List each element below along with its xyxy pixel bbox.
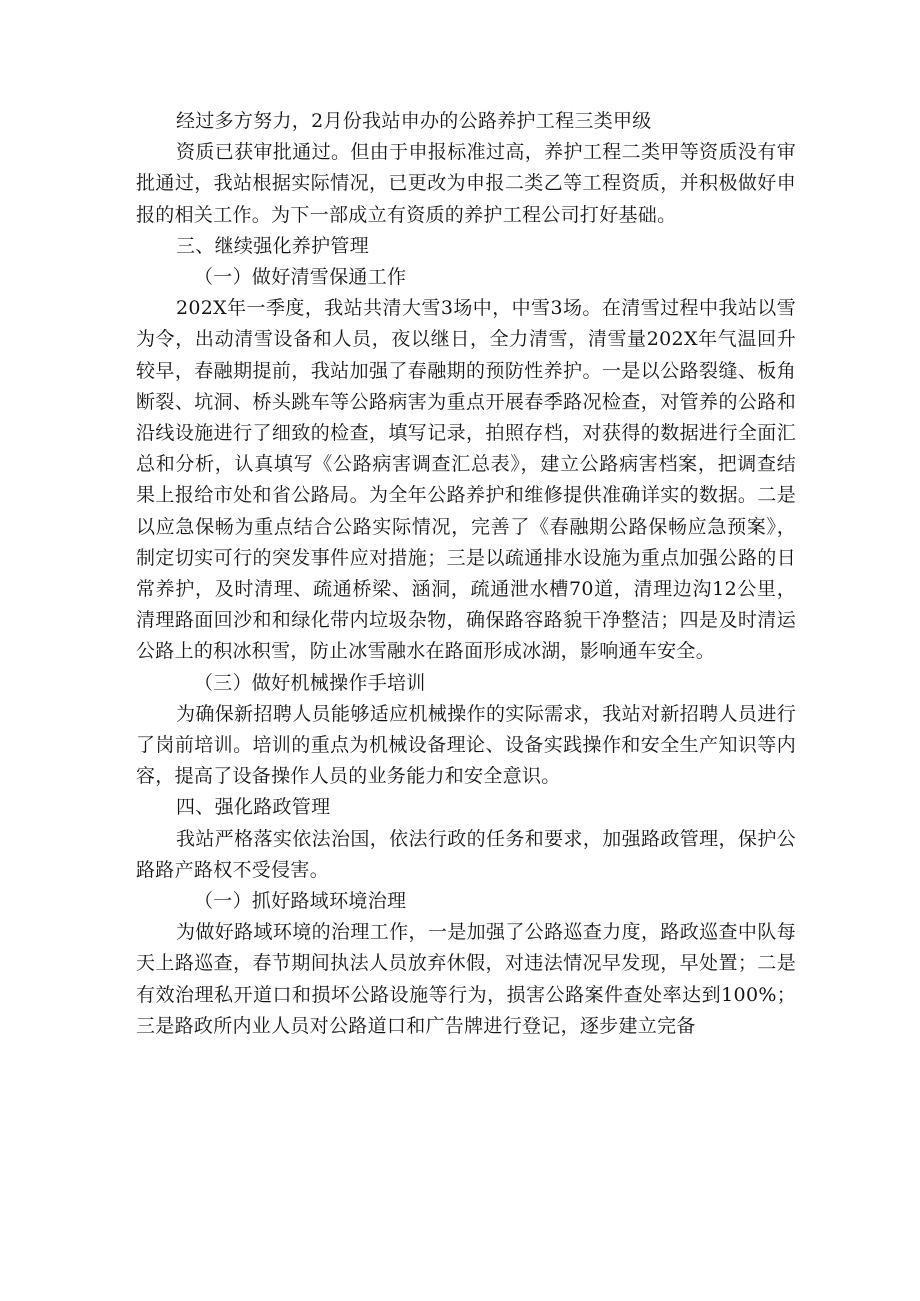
- paragraph: 资质已获审批通过。但由于申报标准过高，养护工程二类甲等资质没有审批通过，我站根据实际情况，已更改为申报二类乙等工程资质，并积极做好申报的相关工作。为下一部成立有资质的养护工程公司打好基础。: [136, 141, 796, 226]
- section-heading: 四、强化路政管理: [176, 796, 331, 819]
- paragraph: 为确保新招聘人员能够适应机械操作的实际需求，我站对新招聘人员进行了岗前培训。培训的重点为机械设备理论、设备实践操作和安全生产知识等内容，提高了设备操作人员的业务能力和安全意识。: [136, 702, 796, 788]
- paragraph: 202X年一季度，我站共清大雪3场中，中雪3场。在清雪过程中我站以雪为令，出动清雪设备和人员，夜以继日，全力清雪，清雪量202X年气温回升较早，春融期提前，我站加强了春融期的预防性养护。一是以公路裂缝、板角断裂、坑洞、桥头跳车等公路病害为重点开展春季路况检查，对管养的公路和沿线设施进行了细致的检查，填写记录，拍照存档，对获得的数据进行全面汇总和分析，认真填写《公路病害调查汇总表》，建立公路病害档案，把调查结果上报给市处和省公路局。为全年公路养护和维修提供准确详实的数据。二是以应急保畅为重点结合公路实际情况，完善了《春融期公路保畅应急预案》，制定切实可行的突发事件应对措施；三是以疏通排水设施为重点加强公路的日常养护，及时清理、疏通桥梁、涵洞，疏通泄水槽70道，清理边沟12公里，清理路面回沙和和绿化带内垃圾杂物，确保路容路貌干净整洁；四是及时清运公路上的积冰积雪，防止冰雪融水在路面形成冰湖，影响通车安全。: [136, 297, 796, 663]
- paragraph: 经过多方努力，2月份我站申办的公路养护工程三类甲级: [176, 110, 652, 132]
- paragraph: 为做好路域环境的治理工作，一是加强了公路巡查力度，路政巡查中队每天上路巡查，春节期间执法人员放弃休假，对违法情况早发现，早处置；二是有效治理私开道口和损坏公路设施等行为，损害公路案件查处率达到100%；三是路政所内业人员对公路道口和广告牌进行登记，逐步建立完备: [136, 921, 796, 1037]
- subsection-heading: （一）做好清雪保通工作: [194, 266, 407, 289]
- paragraph: 我站严格落实依法治国，依法行政的任务和要求，加强路政管理，保护公路路产路权不受侵害。: [136, 827, 796, 881]
- document-body: [136, 106, 796, 1042]
- subsection-heading: （一）抓好路域环境治理: [194, 890, 407, 913]
- subsection-heading: （三）做好机械操作手培训: [194, 671, 426, 694]
- section-heading: 三、继续强化养护管理: [176, 234, 370, 257]
